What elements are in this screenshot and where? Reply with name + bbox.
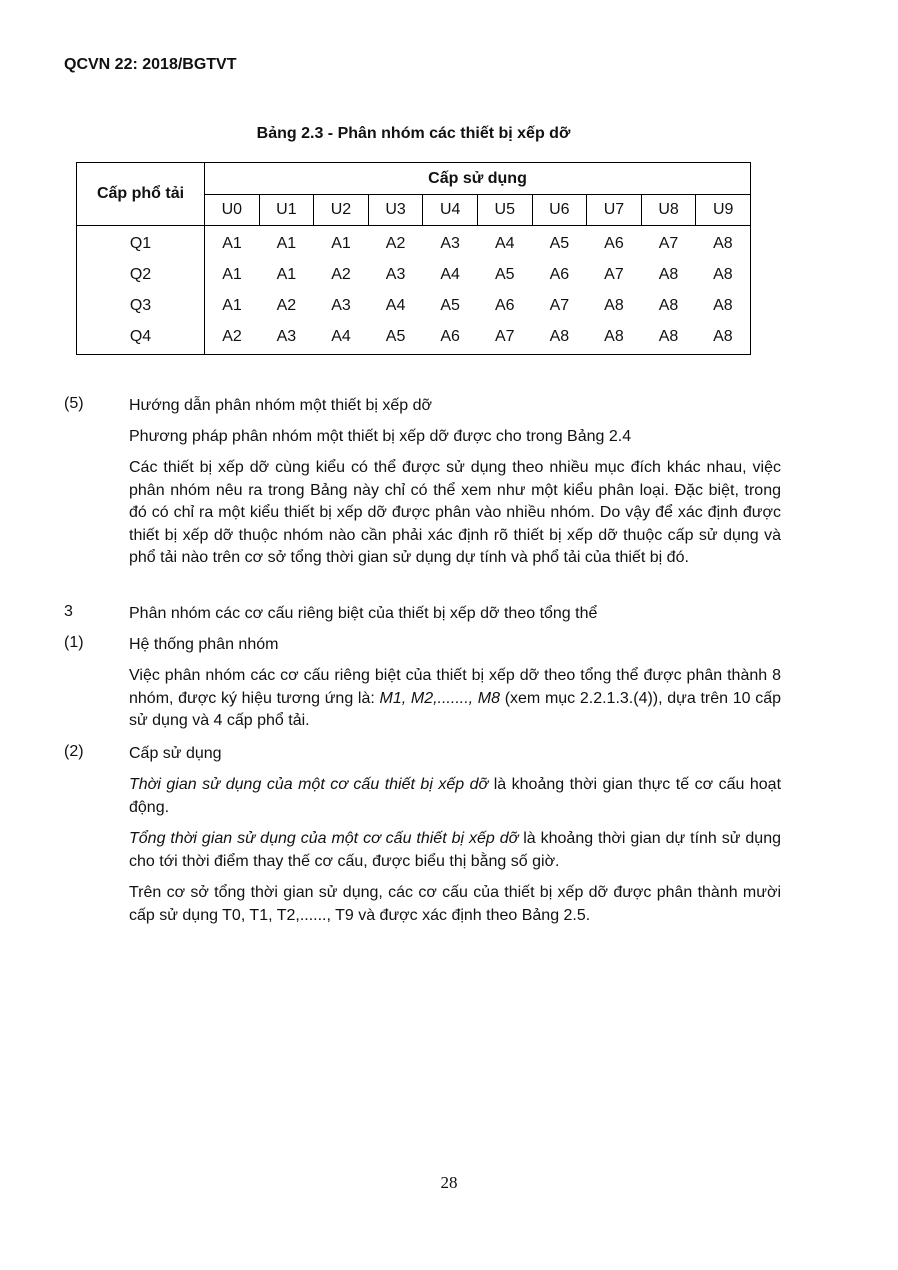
table-cell: A1 [331, 234, 351, 252]
section-number-3: 3 [64, 603, 73, 620]
section-heading-5: Hướng dẫn phân nhóm một thiết bị xếp dỡ [129, 397, 432, 414]
paragraph-1-1: Việc phân nhóm các cơ cấu riêng biệt của thiết bị xếp dỡ theo tổng thể được phân thành 8 nhóm, được ký hiệu tương ứng là: M1, M2,......., M8 (xem mục 2.2.1.3.(4)), dựa trên 10 cấp sử dụng và 4 cấp phổ tải. [129, 667, 781, 729]
table-cell: A3 [331, 296, 351, 314]
table-cell: A8 [713, 234, 733, 252]
table-cell: A5 [494, 265, 515, 283]
table-cell: A7 [494, 327, 515, 345]
table-cell: A8 [713, 296, 733, 314]
paragraph-5-1: Phương pháp phân nhóm một thiết bị xếp dỡ được cho trong Bảng 2.4 [129, 428, 632, 445]
column-header: U8 [641, 195, 696, 226]
column-header: U4 [423, 195, 478, 226]
row-header-label: Cấp phổ tải [77, 163, 205, 226]
table-row [77, 321, 751, 355]
row-label: Q3 [77, 290, 205, 321]
section-number-2: (2) [64, 743, 84, 760]
table-cell: A7 [604, 265, 624, 283]
paragraph-5-2: Các thiết bị xếp dỡ cùng kiểu có thể được sử dụng theo nhiều mục đích khác nhau, việc phân nhóm nêu ra trong Bảng này chỉ có thể xem như một kiểu phân loại. Đặc biệt, trong đó có chỉ ra một kiểu thiết bị xếp dỡ được phân vào nhiều nhóm. Do vậy để xác định được thiết bị xếp dỡ thuộc nhóm nào cần phải xác định rõ thiết bị xếp dỡ thuộc cấp sử dụng và phổ tải nào trên cơ sở tổng thời gian sử dụng dự tính và phổ tải của thiết bị đó. [129, 459, 781, 566]
table-cell: A8 [658, 327, 679, 345]
table-row [77, 259, 751, 290]
table-cell: A3 [385, 265, 406, 283]
table-cell: A5 [549, 234, 570, 252]
column-header: U2 [314, 195, 369, 226]
table-cell: A2 [331, 265, 351, 283]
section-number-5: (5) [64, 395, 84, 412]
table-cell: A2 [222, 327, 242, 345]
group-header-label: Cấp sử dụng [205, 163, 751, 195]
column-header: U3 [368, 195, 423, 226]
table-cell: A8 [658, 265, 679, 283]
table-cell: A6 [440, 327, 460, 345]
column-header: U5 [477, 195, 532, 226]
table-cell: A1 [222, 234, 242, 252]
table-cell: A7 [549, 296, 570, 314]
row-label: Q1 [77, 226, 205, 260]
row-label: Q4 [77, 321, 205, 355]
row-label: Q2 [77, 259, 205, 290]
page-number: 28 [440, 1173, 458, 1192]
table-cell: A1 [276, 234, 297, 252]
column-header: U1 [259, 195, 314, 226]
table-cell: A8 [604, 296, 624, 314]
table-cell: A1 [222, 296, 242, 314]
table-cell: A2 [276, 296, 297, 314]
paragraph-2-2: Tổng thời gian sử dụng của một cơ cấu thiết bị xếp dỡ là khoảng thời gian dự tính sử dụng cho tới thời điểm thay thế cơ cấu, được biểu thị bằng số giờ. [129, 830, 781, 870]
section-number-1: (1) [64, 634, 84, 651]
table-cell: A5 [440, 296, 460, 314]
table-cell: A3 [276, 327, 297, 345]
table-cell: A7 [658, 234, 679, 252]
column-header: U9 [696, 195, 751, 226]
document-header: QCVN 22: 2018/BGTVT [64, 56, 237, 73]
paragraph-2-3: Trên cơ sở tổng thời gian sử dụng, các cơ cấu của thiết bị xếp dỡ được phân thành mười cấp sử dụng T0, T1, T2,......, T9 và được xác định theo Bảng 2.5. [129, 884, 781, 924]
table-row [77, 290, 751, 321]
table-cell: A4 [331, 327, 351, 345]
table-cell: A8 [713, 265, 733, 283]
column-header: U7 [587, 195, 642, 226]
table-cell: A6 [549, 265, 570, 283]
table-cell: A8 [713, 327, 733, 345]
table-cell: A5 [385, 327, 406, 345]
equipment-group-table [76, 162, 751, 355]
section-heading-1: Hệ thống phân nhóm [129, 636, 279, 653]
column-header: U6 [532, 195, 587, 226]
table-cell: A8 [658, 296, 679, 314]
table-cell: A6 [494, 296, 515, 314]
column-header: U0 [205, 195, 260, 226]
table-cell: A3 [440, 234, 460, 252]
table-cell: A8 [604, 327, 624, 345]
section-heading-3: Phân nhóm các cơ cấu riêng biệt của thiết bị xếp dỡ theo tổng thể [129, 605, 598, 622]
table-cell: A4 [494, 234, 515, 252]
table-row [77, 226, 751, 260]
paragraph-2-1: Thời gian sử dụng của một cơ cấu thiết bị xếp dỡ là khoảng thời gian thực tế cơ cấu hoạt động. [129, 776, 782, 816]
table-cell: A2 [385, 234, 406, 252]
table-cell: A4 [385, 296, 406, 314]
table-caption: Bảng 2.3 - Phân nhóm các thiết bị xếp dỡ [256, 125, 571, 142]
table-cell: A8 [549, 327, 570, 345]
table-cell: A1 [222, 265, 242, 283]
table-cell: A1 [276, 265, 297, 283]
section-heading-2: Cấp sử dụng [129, 745, 222, 762]
table-cell: A6 [604, 234, 624, 252]
table-cell: A4 [440, 265, 460, 283]
